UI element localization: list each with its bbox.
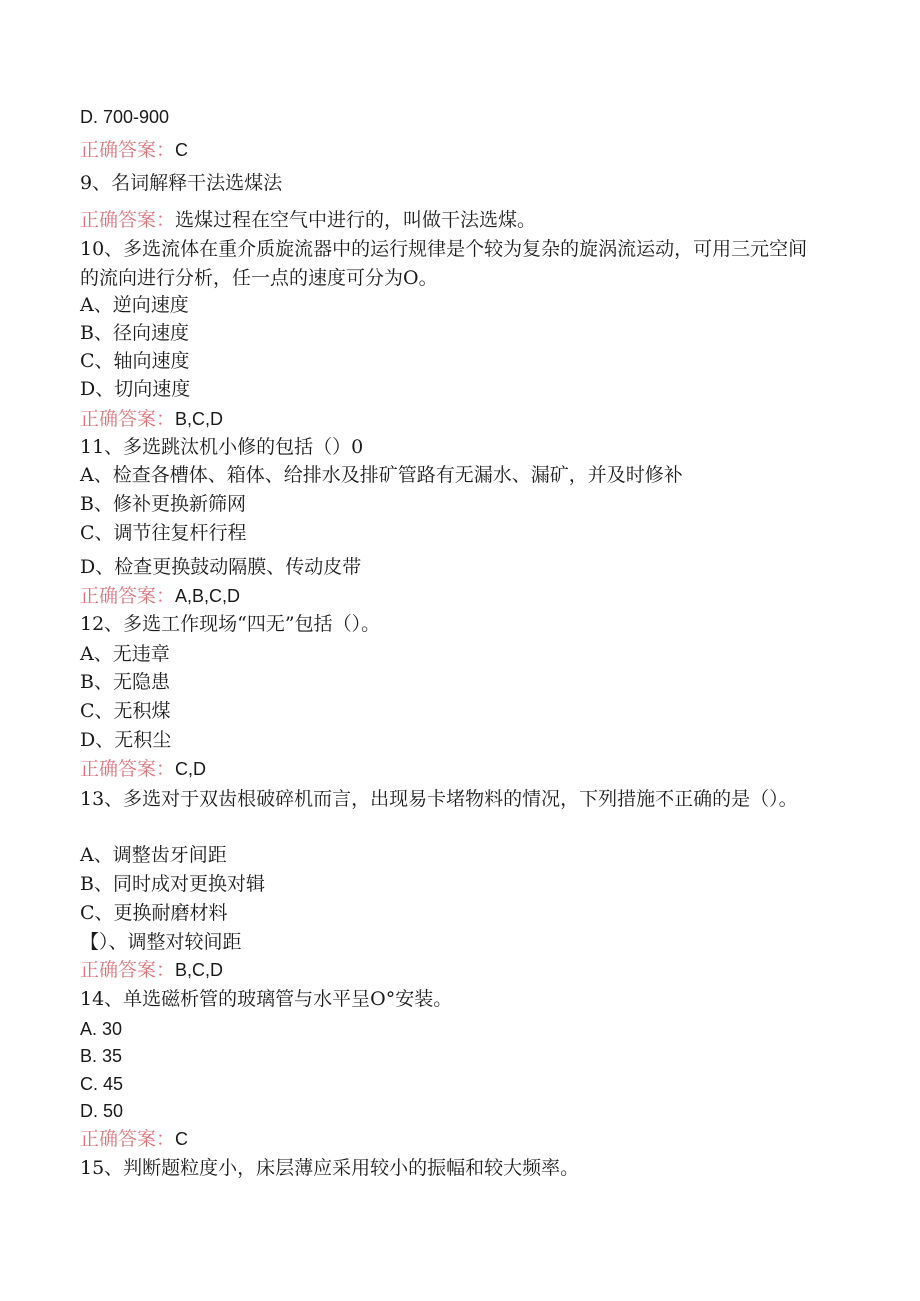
option-d: D. 700-900 — [80, 107, 170, 127]
option-a: A、调整齿牙间距 — [80, 844, 227, 866]
answer-label: 正确答案： — [80, 585, 176, 607]
question-stem: 15、判断题粒度小，床层薄应采用较小的振幅和较大频率。 — [80, 1157, 580, 1179]
answer-label: 正确答案： — [80, 1128, 176, 1150]
option-b: B、径向速度 — [80, 322, 189, 344]
question-stem: 14、单选磁析管的玻璃管与水平呈O°安装。 — [80, 988, 453, 1010]
answer-label: 正确答案： — [80, 408, 176, 430]
option-d: D. 50 — [80, 1101, 124, 1121]
answer-line — [80, 1126, 840, 1152]
option-a: A、无违章 — [80, 643, 170, 665]
option-a: A、检查各槽体、箱体、给排水及排矿管路有无漏水、漏矿，并及时修补 — [80, 464, 683, 486]
option-b: B、无隐患 — [80, 671, 170, 693]
answer-line — [80, 957, 840, 983]
option-c: C、无积煤 — [80, 700, 171, 722]
option-b: B、同时成对更换对辑 — [80, 873, 265, 895]
answer-label: 正确答案： — [80, 209, 176, 231]
question-stem: 9、名词解释干法选煤法 — [80, 172, 283, 194]
option-a: A. 30 — [80, 1019, 123, 1039]
answer-value: B,C,D — [175, 960, 224, 980]
option-b: B、修补更换新筛网 — [80, 493, 246, 515]
option-d: D、切向速度 — [80, 378, 191, 400]
answer-value: C,D — [175, 759, 207, 779]
answer-line — [80, 756, 840, 782]
question-stem: 10、多选流体在重介质旋流器中的运行规律是个较为复杂的旋涡流运动，可用三元空间的流向进行分析，任一点的速度可分为O。 — [80, 238, 808, 289]
answer-line — [80, 406, 840, 432]
option-c: C. 45 — [80, 1074, 124, 1094]
answer-value: C — [175, 1129, 189, 1149]
answer-label: 正确答案： — [80, 139, 176, 161]
answer-line — [80, 207, 840, 233]
option-c: C、更换耐磨材料 — [80, 902, 228, 924]
option-d: 【）、调整对较间距 — [80, 931, 242, 953]
option-d: D、无积尘 — [80, 729, 172, 751]
question-stem: 12、多选工作现场“四无”包括（）。 — [80, 613, 381, 635]
answer-value: C — [175, 140, 189, 160]
question-stem: 13、多选对于双齿根破碎机而言，出现易卡堵物料的情况，下列措施不正确的是（）。 — [80, 788, 798, 810]
option-d: D、检查更换鼓动隔膜、传动皮带 — [80, 556, 362, 578]
answer-label: 正确答案： — [80, 959, 176, 981]
option-a: A、逆向速度 — [80, 294, 189, 316]
question-stem: 11、多选跳汰机小修的包括（）0 — [80, 436, 364, 458]
answer-value: 选煤过程在空气中进行的，叫做干法选煤。 — [175, 209, 537, 231]
answer-value: A,B,C,D — [175, 586, 241, 606]
option-c: C、调节往复杆行程 — [80, 522, 247, 544]
answer-value: B,C,D — [175, 409, 224, 429]
option-b: B. 35 — [80, 1046, 123, 1066]
option-c: C、轴向速度 — [80, 350, 190, 372]
answer-label: 正确答案： — [80, 758, 176, 780]
answer-line — [80, 583, 840, 609]
answer-line — [80, 137, 840, 163]
